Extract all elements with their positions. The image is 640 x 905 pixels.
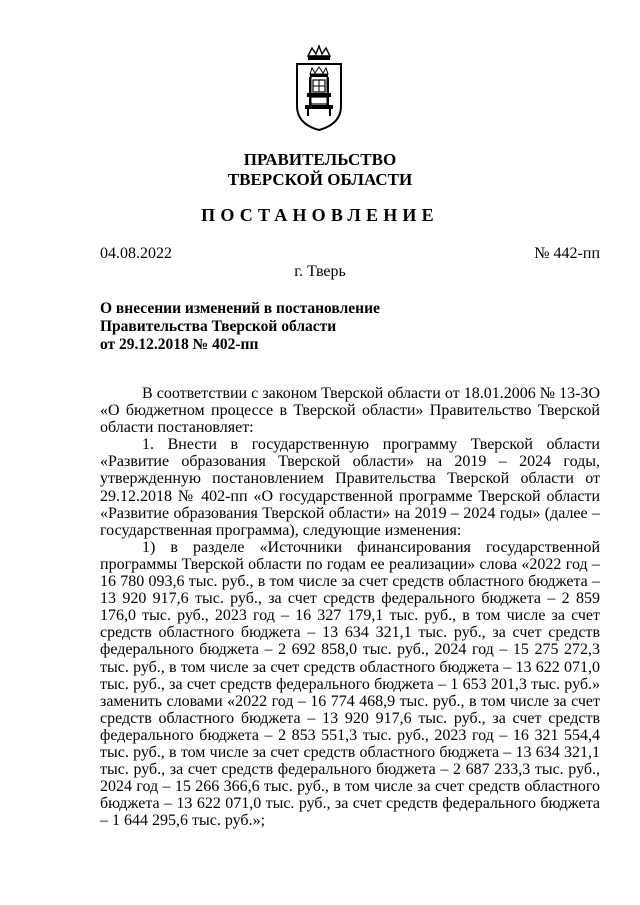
government-name-line2: ТВЕРСКОЙ ОБЛАСТИ <box>227 170 413 189</box>
subject-line1: О внесении изменений в постановление <box>100 300 380 317</box>
subject-line3: от 29.12.2018 № 402-пп <box>100 336 259 353</box>
subject-line2: Правительства Тверской области <box>100 318 337 335</box>
government-name-line1: ПРАВИТЕЛЬСТВО <box>243 150 397 169</box>
coat-of-arms-icon <box>294 44 344 132</box>
document-body <box>100 385 600 829</box>
document-subject <box>100 300 440 354</box>
body-paragraph-item1: 1. Внести в государственную программу Тверской области «Развитие образования Тверской области» на 2019 – 2024 годы, утвержденную постановлением Правительства Тверской области от 29.12.2018 № 402-пп «О государственной программе Тверской области «Развитие образования Тверской области» на 2019 – 2024 годы» (далее – государственная программа), следующие изменения: <box>100 436 600 539</box>
document-type-title: ПОСТАНОВЛЕНИЕ <box>201 205 439 225</box>
document-date: 04.08.2022 <box>100 245 172 262</box>
body-paragraph-subitem1: 1) в разделе «Источники финансирования государственной программы Тверской области по годам ее реализации» слова «2022 год – 16 780 093,6 тыс. руб., в том числе за счет средств областного бюджета – 13 920 917,6 тыс. руб., за счет средств федерального бюджета – 2 859 176,0 тыс. руб., 2023 год – 16 327 179,1 тыс. руб., в том числе за счет средств областного бюджета – 13 634 321,1 тыс. руб., за счет средств федерального бюджета – 2 692 858,0 тыс. руб., 2024 год – 15 275 272,3 тыс. руб., в том числе за счет средств областного бюджета – 13 622 071,0 тыс. руб., за счет средств федерального бюджета – 1 653 201,3 тыс. руб.» заменить словами «2022 год – 16 774 468,9 тыс. руб., в том числе за счет средств областного бюджета – 13 920 917,6 тыс. руб., за счет средств федерального бюджета – 2 853 551,3 тыс. руб., 2023 год – 16 321 554,4 тыс. руб., в том числе за счет средств областного бюджета – 13 634 321,1 тыс. руб., за счет средств федерального бюджета – 2 687 233,3 тыс. руб., 2024 год – 15 266 366,6 тыс. руб., в том числе за счет средств областного бюджета – 13 622 071,0 тыс. руб., за счет средств федерального бюджета – 1 644 295,6 тыс. руб.»; <box>100 538 600 830</box>
document-city: г. Тверь <box>294 263 346 280</box>
document-number: № 442-пп <box>534 245 600 262</box>
body-paragraph-preamble: В соответствии с законом Тверской области от 18.01.2006 № 13-ЗО «О бюджетном процессе в Тверской области» Правительство Тверской области постановляет: <box>100 385 600 437</box>
